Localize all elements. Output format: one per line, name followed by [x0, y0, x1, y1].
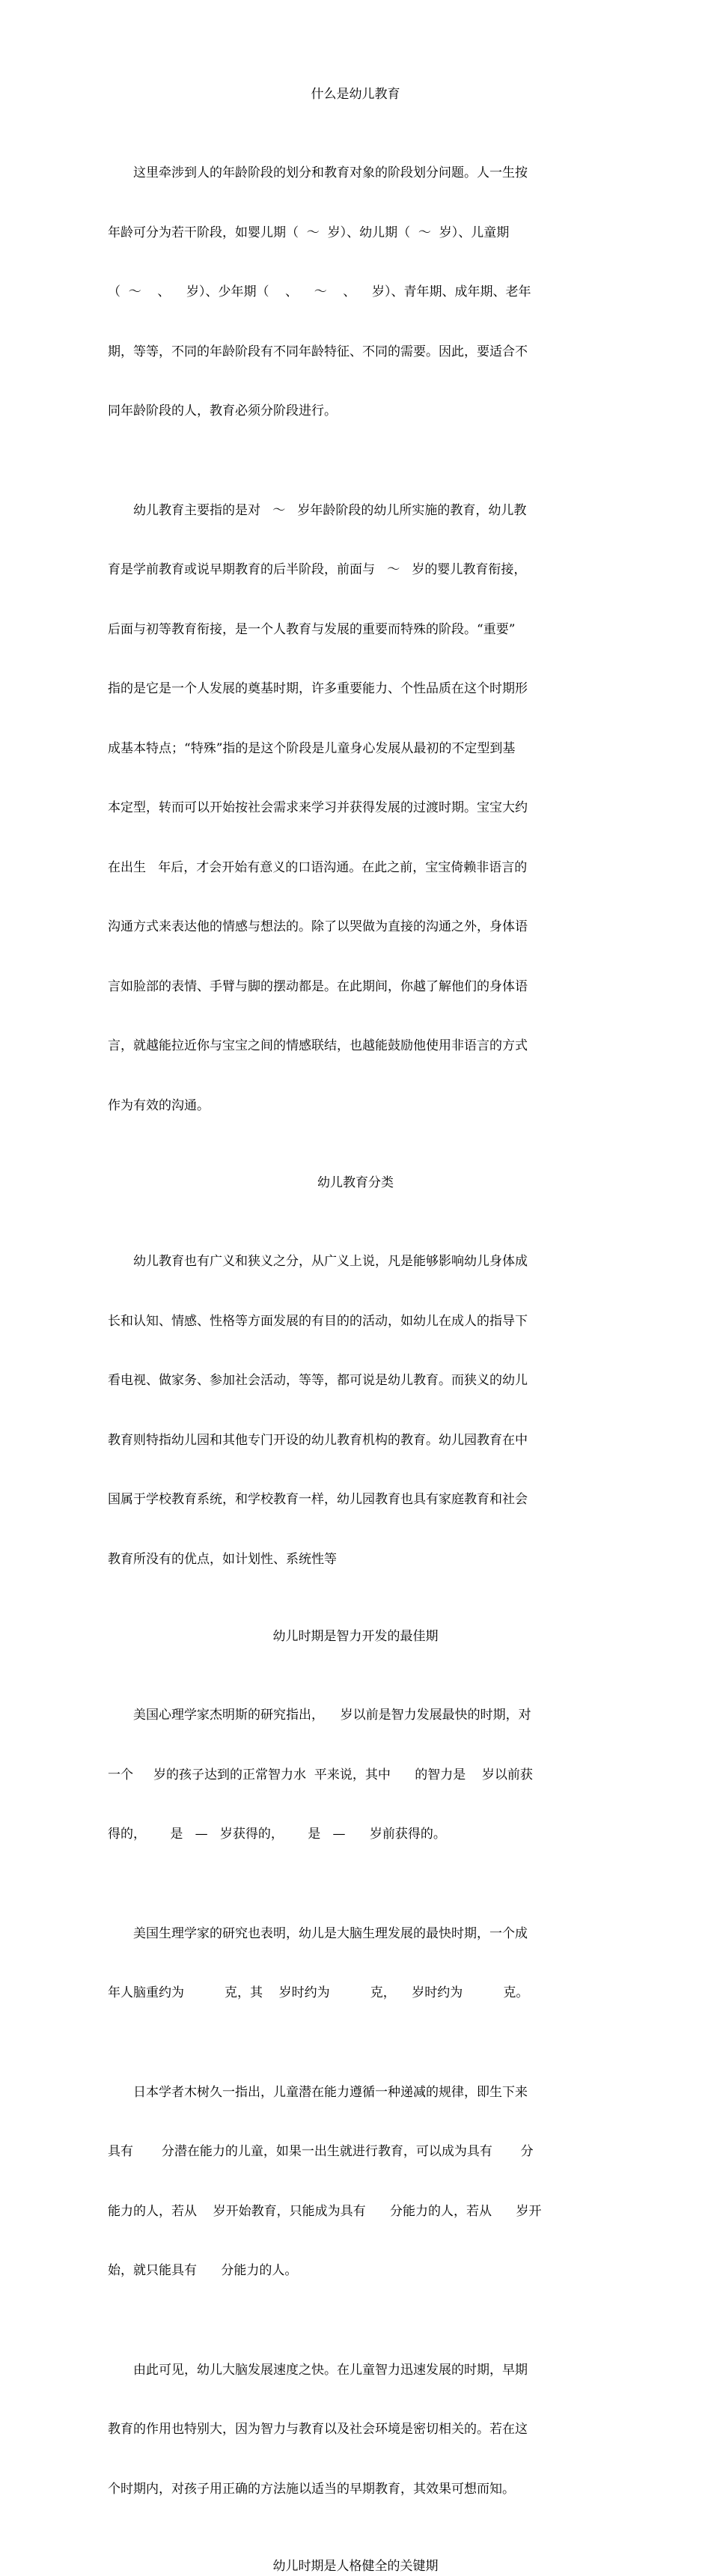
text-line: 沟通方式来表达他的情感与想法的。除了以哭做为直接的沟通之外，身体语 — [108, 919, 528, 934]
paragraph — [108, 124, 603, 461]
text-line: （ ～ 、 岁）、少年期（ 、 ～ 、 岁）、青年期、成年期、老年 — [108, 284, 531, 299]
text-line: 这里牵涉到人的年龄阶段的划分和教育对象的阶段划分问题。人一生按 — [133, 165, 528, 180]
section-personality-development — [108, 2557, 603, 2576]
section-intelligence-development — [108, 1627, 603, 2539]
text-line: 长和认知、情感、性格等方面发展的有目的的活动，如幼儿在成人的指导下 — [108, 1313, 528, 1329]
paragraph — [108, 2043, 603, 2321]
paragraph — [108, 1884, 603, 2043]
document-page — [108, 85, 603, 2576]
text-line: 年人脑重约为 克，其 岁时约为 克， 岁时约为 克。 — [108, 1985, 529, 2000]
text-line: 具有 分潜在能力的儿童，如果一出生就进行教育，可以成为具有 分 — [108, 2144, 534, 2159]
text-line: 教育则特指幼儿园和其他专门开设的幼儿教育机构的教育。幼儿园教育在中 — [108, 1432, 528, 1448]
text-line: 在出生 年后，才会开始有意义的口语沟通。在此之前，宝宝倚赖非语言的 — [108, 859, 528, 875]
paragraph — [108, 2321, 603, 2539]
text-line: 美国心理学家杰明斯的研究指出， 岁以前是智力发展最快的时期，对 — [133, 1708, 531, 1723]
text-line: 一个 岁的孩子达到的正常智力水 平来说，其中 的智力是 岁以前获 — [108, 1767, 533, 1782]
section-heading: 幼儿教育分类 — [317, 1175, 394, 1190]
text-line: 言如脸部的表情、手臂与脚的摆动都是。在此期间，你越了解他们的身体语 — [108, 978, 528, 994]
text-line: 育是学前教育或说早期教育的后半阶段，前面与 ～ 岁的婴儿教育衔接， — [108, 562, 527, 577]
section-heading: 什么是幼儿教育 — [311, 87, 400, 102]
text-line: 年龄可分为若干阶段，如婴儿期（ ～ 岁）、幼儿期（ ～ 岁）、儿童期 — [108, 225, 510, 240]
text-line: 幼儿教育也有广义和狭义之分，从广义上说，凡是能够影响幼儿身体成 — [133, 1254, 528, 1269]
text-line: 能力的人，若从 岁开始教育，只能成为具有 分能力的人，若从 岁开 — [108, 2203, 542, 2219]
text-line: 同年龄阶段的人，教育必须分阶段进行。 — [108, 404, 337, 418]
section-heading: 幼儿时期是人格健全的关键期 — [272, 2559, 439, 2574]
paragraph — [108, 1666, 603, 1884]
paragraph — [108, 461, 603, 1156]
section-heading: 幼儿时期是智力开发的最佳期 — [272, 1629, 439, 1644]
text-line: 后面与初等教育衔接，是一个人教育与发展的重要而特殊的阶段。“重要” — [108, 621, 516, 637]
text-line: 教育的作用也特别大，因为智力与教育以及社会环境是密切相关的。若在这 — [108, 2422, 528, 2437]
text-line: 看电视、做家务、参加社会活动，等等，都可说是幼儿教育。而狭义的幼儿 — [108, 1373, 528, 1388]
text-line: 期，等等，不同的年龄阶段有不同年龄特征、不同的需要。因此，要适合不 — [108, 344, 528, 359]
text-line: 幼儿教育主要指的是对 ～ 岁年龄阶段的幼儿所实施的教育，幼儿教 — [133, 502, 527, 518]
section-what-is-early-education — [108, 85, 603, 1155]
text-line: 指的是它是一个人发展的奠基时期，许多重要能力、个性品质在这个时期形 — [108, 681, 528, 696]
text-line: 教育所没有的优点，如计划性、系统性等 — [108, 1551, 337, 1567]
text-line: 日本学者木树久一指出，儿童潜在能力遵循一种递减的规律，即生下来 — [133, 2084, 528, 2100]
text-line: 言，就越能拉近你与宝宝之间的情感联结，也越能鼓励他使用非语言的方式 — [108, 1038, 528, 1053]
text-line: 得的， 是 — 岁获得的， 是 — 岁前获得的。 — [108, 1827, 446, 1842]
text-line: 由此可见，幼儿大脑发展速度之快。在儿童智力迅速发展的时期，早期 — [133, 2362, 528, 2378]
text-line: 国属于学校教育系统，和学校教育一样，幼儿园教育也具有家庭教育和社会 — [108, 1492, 528, 1507]
text-line: 个时期内，对孩子用正确的方法施以适当的早期教育，其效果可想而知。 — [108, 2481, 515, 2497]
text-line: 始，就只能具有 分能力的人。 — [108, 2263, 298, 2278]
text-line: 本定型，转而可以开始按社会需求来学习并获得发展的过渡时期。宝宝大约 — [108, 800, 528, 815]
section-early-education-categories — [108, 1173, 603, 1609]
paragraph — [108, 1212, 603, 1609]
text-line: 成基本特点；“特殊”指的是这个阶段是儿童身心发展从最初的不定型到基 — [108, 740, 516, 756]
text-line: 作为有效的沟通。 — [108, 1097, 210, 1113]
text-line: 美国生理学家的研究也表明，幼儿是大脑生理发展的最快时期，一个成 — [133, 1925, 528, 1941]
